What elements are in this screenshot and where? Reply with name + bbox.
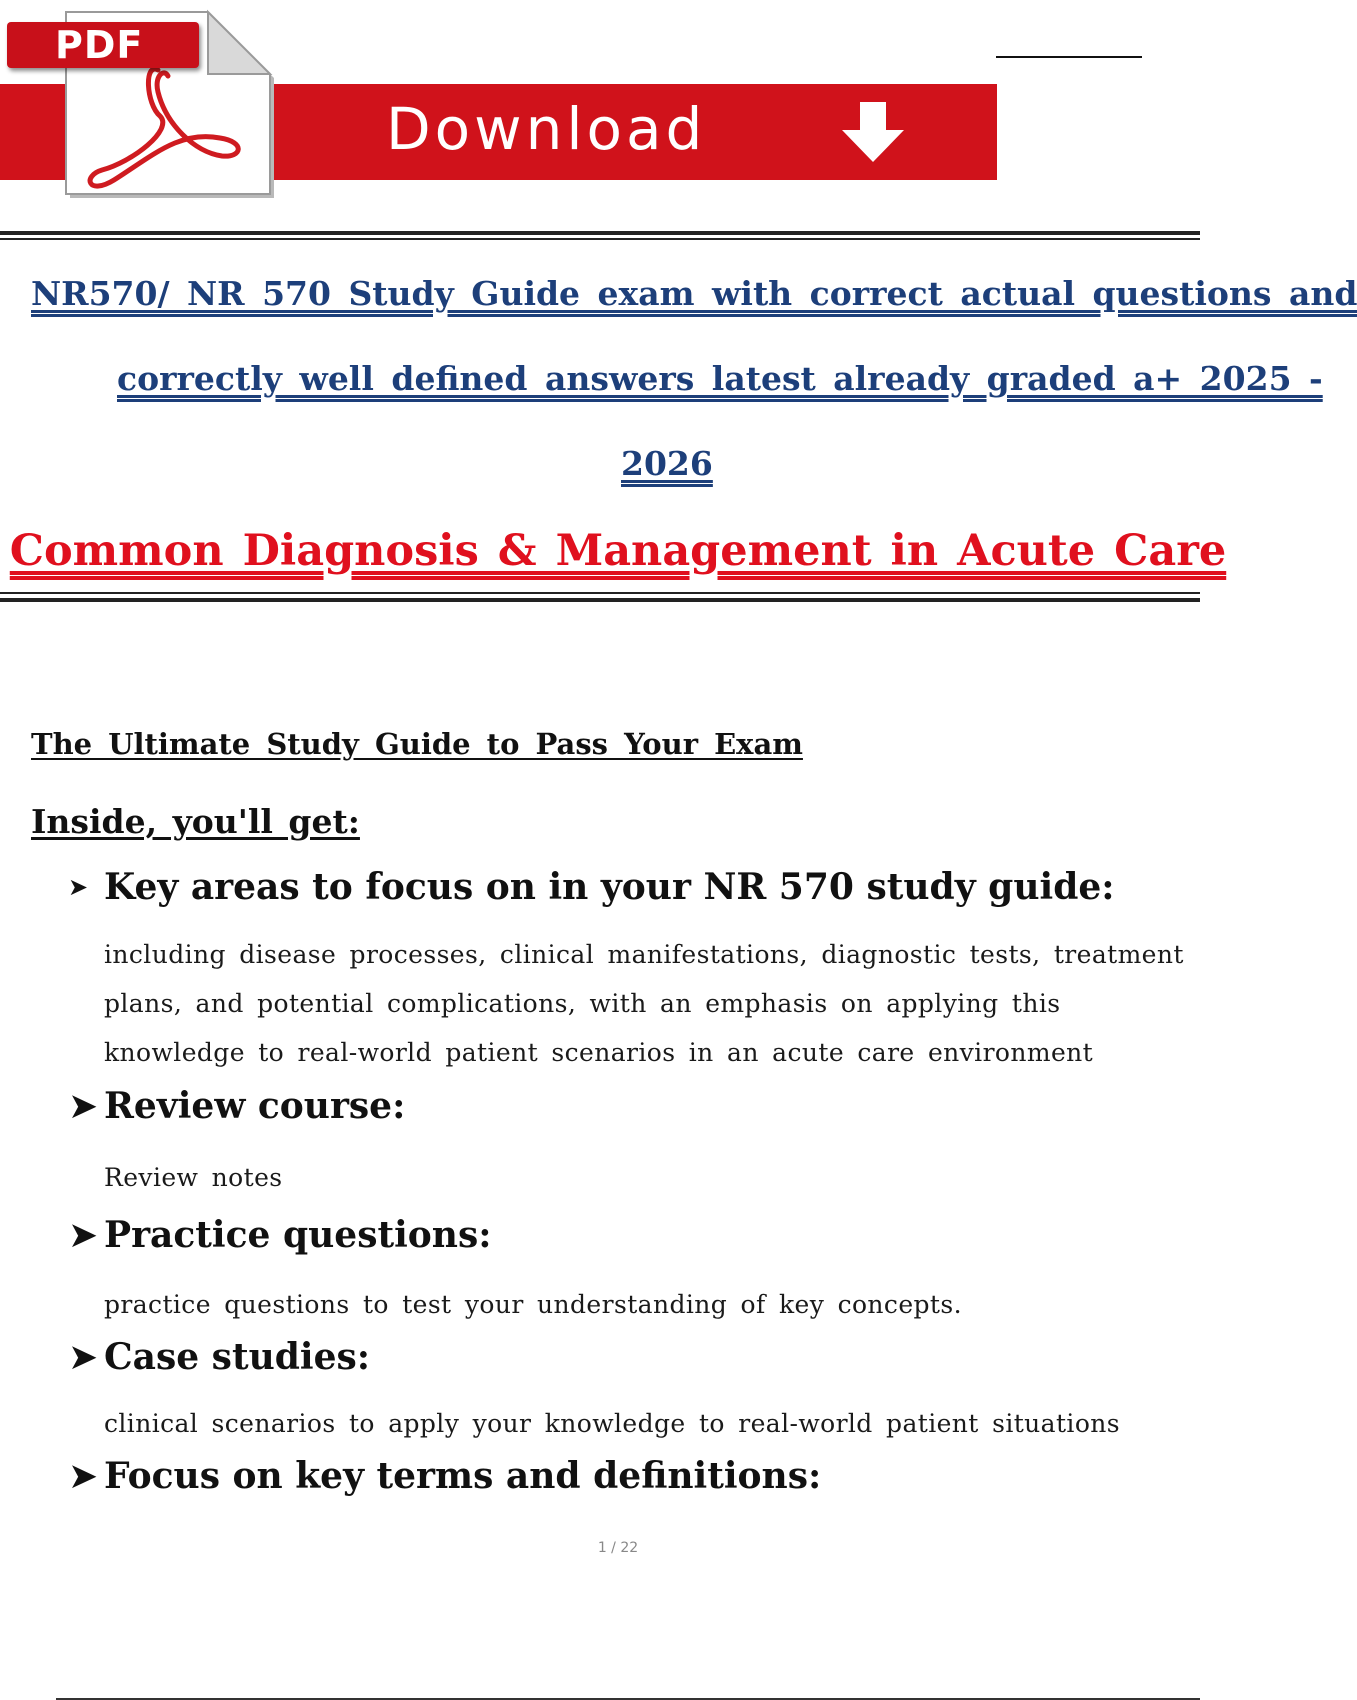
section-heading	[68, 866, 1115, 908]
pdf-badge	[7, 22, 199, 68]
arrowhead-bullet-icon: ➤	[68, 1086, 99, 1127]
section-heading	[68, 1336, 370, 1378]
section-heading-text: Case studies:	[104, 1336, 371, 1378]
download-arrow-icon	[838, 100, 908, 164]
document-subtitle: Common Diagnosis & Management in Acute Care	[9, 526, 1227, 576]
document-title-line-3: 2026	[621, 444, 713, 483]
section-heading	[68, 1214, 492, 1256]
title-bottom-rule	[0, 598, 1200, 602]
inside-heading: Inside, you'll get:	[31, 802, 360, 841]
pdf-badge-label: PDF	[55, 23, 144, 67]
arrowhead-bullet-icon: ➤	[68, 873, 89, 901]
download-banner[interactable]	[0, 0, 1200, 215]
section-text: including disease processes, clinical manifestations, diagnostic tests, treatment plans, and potential complications, with an emphasis on applying this knowledge to real-world patient scenarios in an acute care environment	[104, 940, 1184, 1067]
section-heading-text: Practice questions:	[104, 1214, 492, 1256]
section-heading-text: Key areas to focus on in your NR 570 study guide:	[104, 866, 1115, 908]
study-guide-heading: The Ultimate Study Guide to Pass Your Exam	[31, 727, 803, 761]
page-number: 1 / 22	[597, 1540, 639, 1556]
document-title-line-1: NR570/ NR 570 Study Guide exam with correct actual questions and	[31, 274, 1357, 313]
arrowhead-bullet-icon: ➤	[68, 1456, 99, 1497]
section-text: clinical scenarios to apply your knowledge to real-world patient situations	[104, 1409, 1121, 1438]
header-rule	[996, 56, 1142, 58]
section-heading-text: Focus on key terms and definitions:	[104, 1455, 822, 1497]
section-heading	[68, 1085, 405, 1127]
section-heading-text: Review course:	[104, 1085, 406, 1127]
section-text: practice questions to test your understanding of key concepts.	[104, 1290, 962, 1319]
section-text: Review notes	[104, 1163, 283, 1192]
arrowhead-bullet-icon: ➤	[68, 1337, 99, 1378]
arrowhead-bullet-icon: ➤	[68, 1215, 99, 1256]
document-title-line-2: correctly well defined answers latest already graded a+ 2025 -	[117, 359, 1323, 398]
title-top-rule	[0, 231, 1200, 235]
title-top-rule-thin	[0, 238, 1200, 240]
download-label: Download	[386, 95, 707, 163]
title-bottom-rule-thin	[0, 592, 1200, 594]
section-heading	[68, 1455, 821, 1497]
